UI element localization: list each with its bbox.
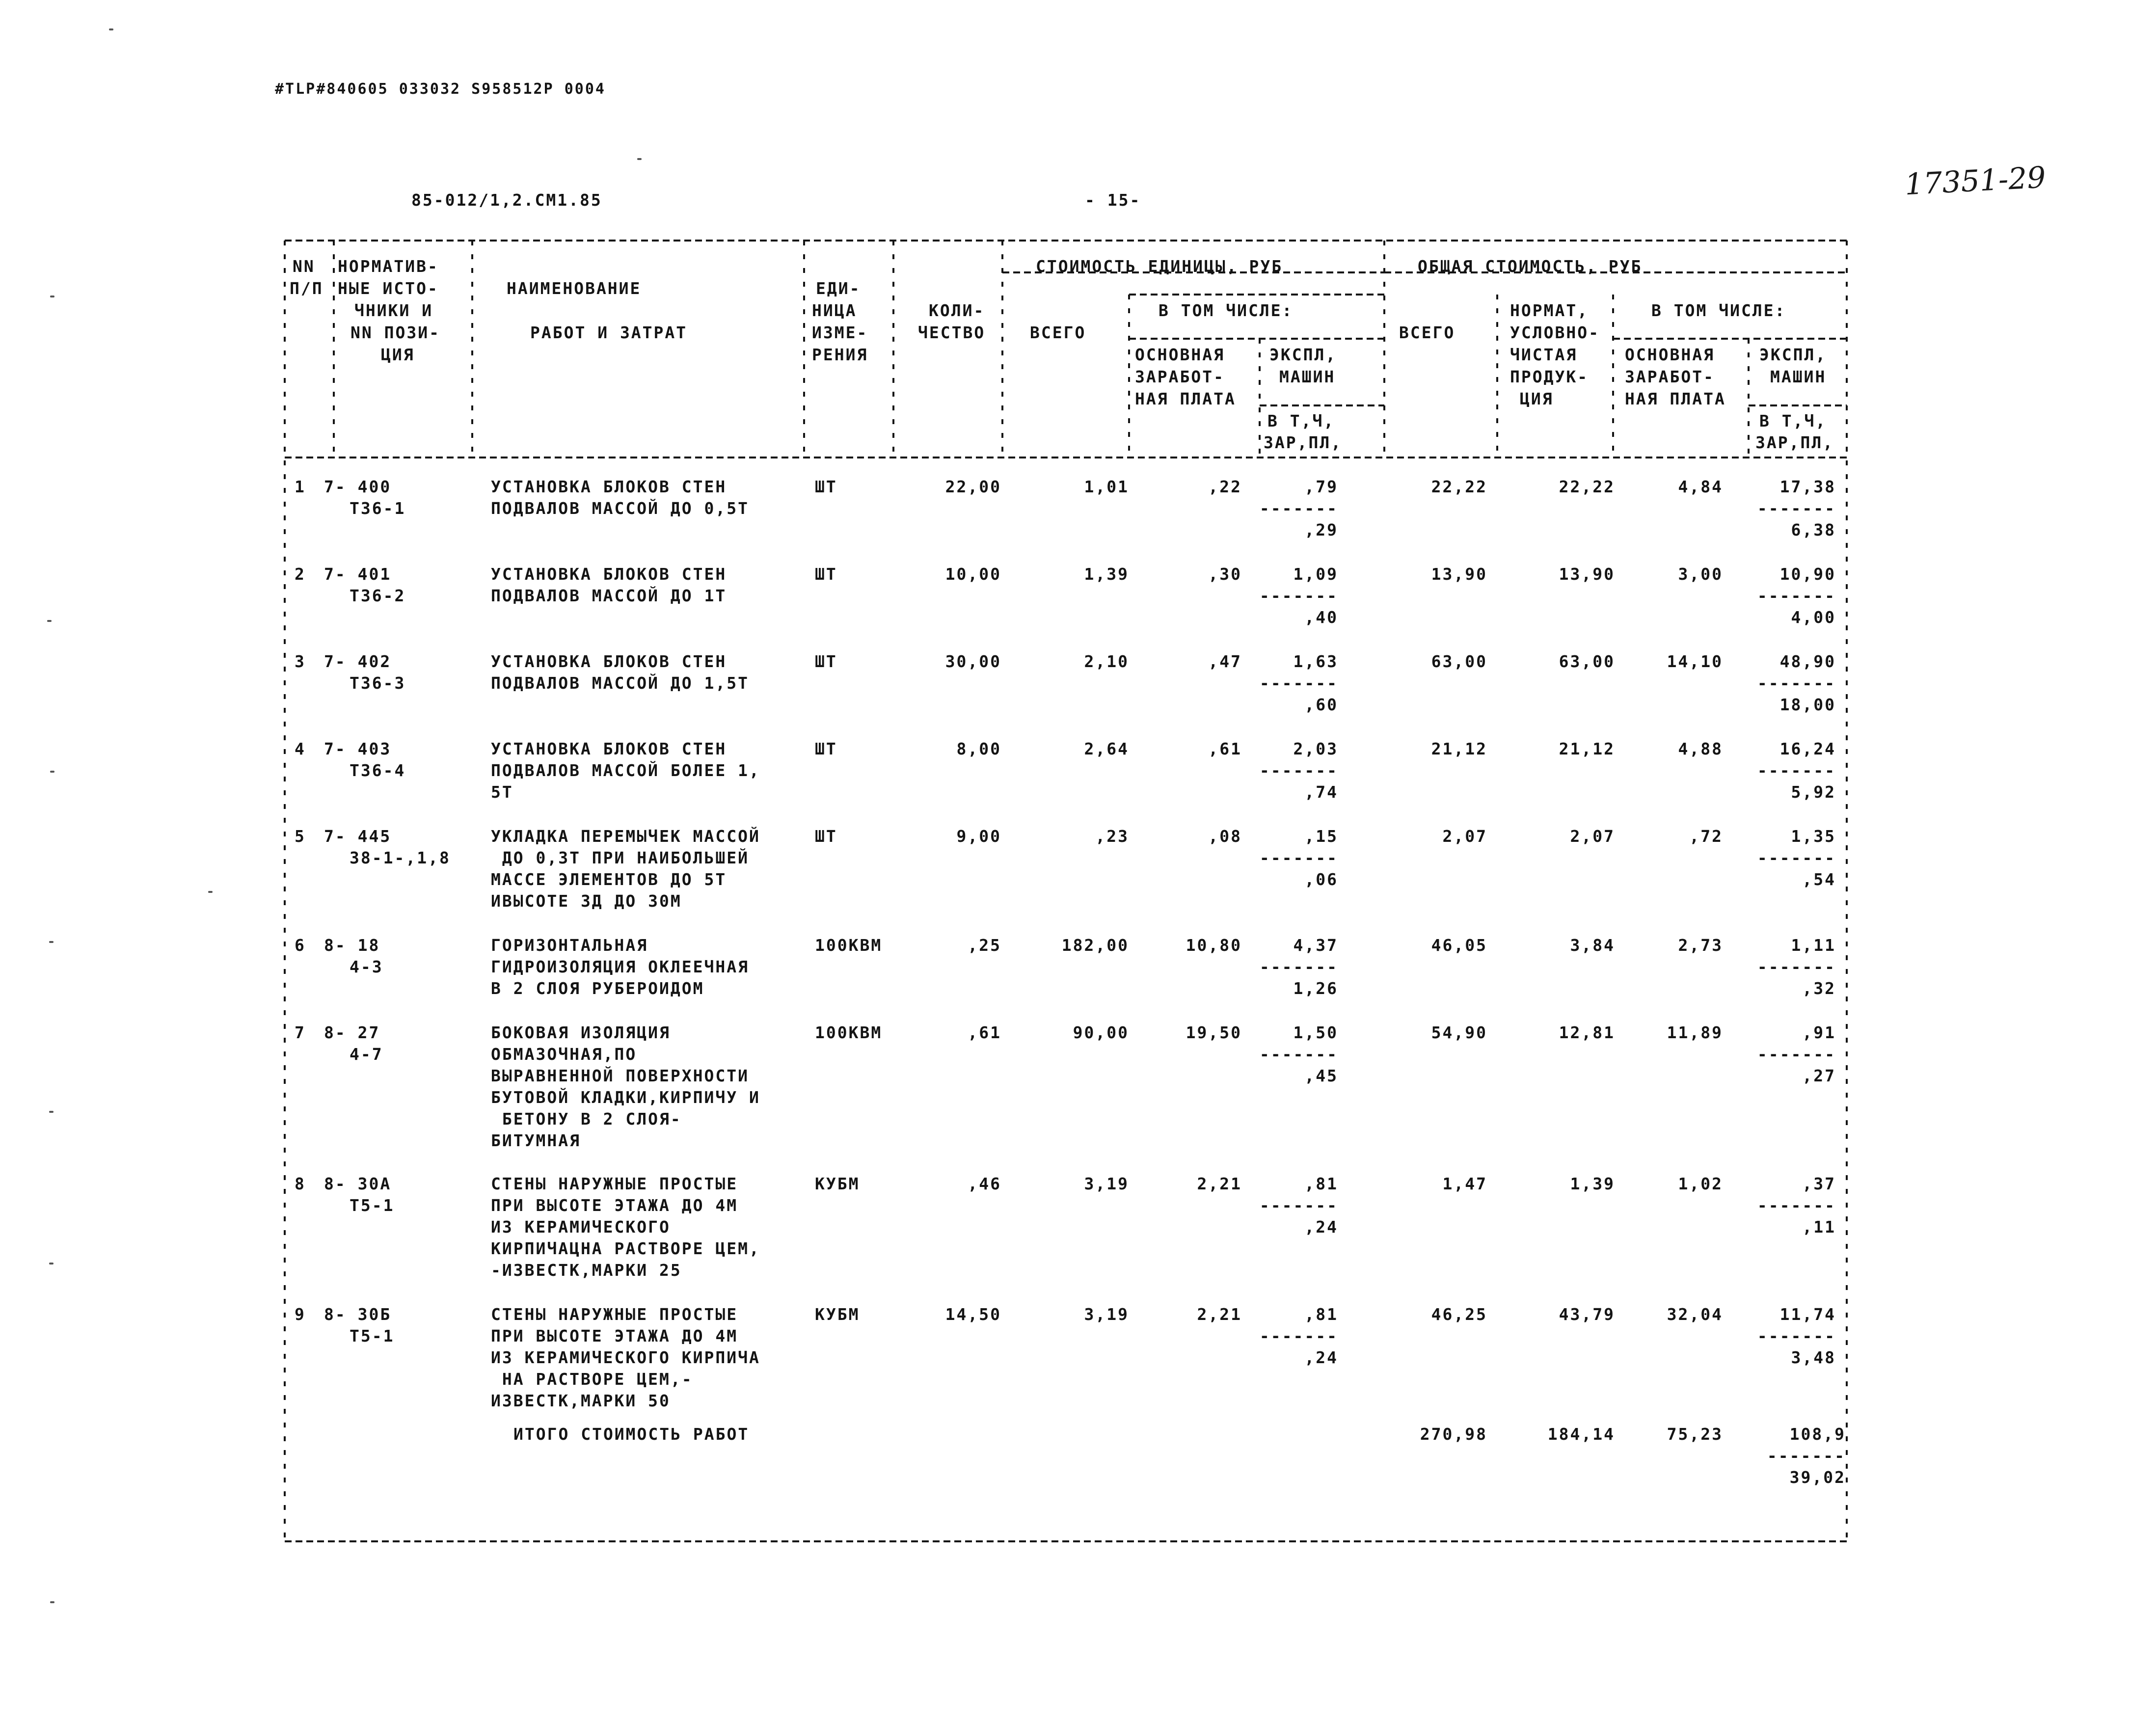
unit-machine-separator: -------	[1259, 1196, 1338, 1215]
header-total-including: В ТОМ ЧИСЛЕ:	[1651, 301, 1786, 320]
norm-code: 7- 400	[324, 477, 392, 496]
quantity: 9,00	[956, 827, 1001, 846]
unit-machine-separator: -------	[1259, 761, 1338, 780]
total-cost-total: 46,25	[1431, 1305, 1487, 1324]
work-name-line: ИВЫСОТЕ ЗД ДО 30М	[491, 891, 682, 911]
header-unit: НИЦА	[812, 301, 857, 320]
unit-cost-total: 3,19	[1084, 1174, 1129, 1193]
total-machine-separator: -------	[1757, 848, 1836, 867]
header-unit-wage: ОСНОВНАЯ	[1135, 345, 1225, 364]
unit-machine-separator: -------	[1259, 1326, 1338, 1345]
work-name-line: УСТАНОВКА БЛОКОВ СТЕН	[491, 565, 727, 584]
header-unit: ЕДИ-	[816, 279, 861, 298]
work-name-line: БЕТОНУ В 2 СЛОЯ-	[491, 1109, 682, 1129]
norm-subcode: Т36-3	[350, 673, 406, 693]
total-cost-machine-wage: 5,92	[1791, 782, 1836, 802]
unit-cost-machine-wage: ,06	[1304, 870, 1338, 889]
total-cost-wage: 32,04	[1667, 1305, 1723, 1324]
header-total-wage: ОСНОВНАЯ	[1625, 345, 1715, 364]
total-cost-wage: 3,00	[1678, 565, 1723, 584]
unit-cost-wage: ,30	[1208, 565, 1242, 584]
total-cost-total: 63,00	[1431, 652, 1487, 671]
unit-cost-machine: 1,50	[1293, 1023, 1338, 1042]
work-name-line: БУТОВОЙ КЛАДКИ,КИРПИЧУ И	[491, 1088, 760, 1107]
totals-separator: -------	[1767, 1446, 1846, 1465]
work-name-line: УСТАНОВКА БЛОКОВ СТЕН	[491, 739, 727, 758]
unit-of-measure: 100КВМ	[815, 1023, 883, 1042]
total-cost-wage: 11,89	[1667, 1023, 1723, 1042]
work-name-line: ИЗВЕСТК,МАРКИ 50	[491, 1391, 671, 1410]
header-unit-including: В ТОМ ЧИСЛЕ:	[1159, 301, 1294, 320]
total-cost-norm: 12,81	[1559, 1023, 1615, 1042]
unit-cost-wage: ,47	[1208, 652, 1242, 671]
unit-machine-separator: -------	[1259, 848, 1338, 867]
unit-cost-machine: ,81	[1304, 1305, 1338, 1324]
header-qty: КОЛИ-	[929, 301, 985, 320]
row-number: 2	[295, 565, 306, 584]
header-norm-source: ЧНИКИ И	[354, 301, 433, 320]
total-cost-machine: 1,11	[1791, 936, 1836, 955]
totals-norm: 184,14	[1547, 1425, 1615, 1444]
work-name-line: ИЗ КЕРАМИЧЕСКОГО	[491, 1217, 671, 1237]
unit-of-measure: ШТ	[815, 477, 837, 496]
unit-cost-wage: 10,80	[1186, 936, 1242, 955]
total-machine-separator: -------	[1757, 761, 1836, 780]
quantity: 30,00	[945, 652, 1001, 671]
norm-subcode: 4-3	[350, 957, 383, 976]
unit-cost-machine: 2,03	[1293, 739, 1338, 758]
totals-machine: 108,9	[1789, 1425, 1846, 1444]
header-unit-wage: ЗАРАБОТ-	[1135, 367, 1225, 386]
total-cost-norm: 2,07	[1570, 827, 1615, 846]
unit-machine-separator: -------	[1259, 1045, 1338, 1064]
unit-cost-wage: 19,50	[1186, 1023, 1242, 1042]
work-name-line: -ИЗВЕСТК,МАРКИ 25	[491, 1261, 682, 1280]
header-unit-total: ВСЕГО	[1030, 323, 1086, 342]
work-name-line: СТЕНЫ НАРУЖНЫЕ ПРОСТЫЕ	[491, 1174, 738, 1193]
unit-cost-machine: ,15	[1304, 827, 1338, 846]
work-name-line: КИРПИЧАЦНА РАСТВОРЕ ЦЕМ,	[491, 1239, 760, 1258]
unit-cost-machine: ,81	[1304, 1174, 1338, 1193]
unit-cost-machine: 1,09	[1293, 565, 1338, 584]
unit-cost-total: 1,01	[1084, 477, 1129, 496]
row-number: 8	[295, 1174, 306, 1193]
unit-cost-wage: 2,21	[1197, 1174, 1242, 1193]
total-cost-norm: 22,22	[1559, 477, 1615, 496]
norm-code: 7- 445	[324, 827, 392, 846]
norm-code: 8- 30А	[324, 1174, 392, 1193]
work-name-line: МАССЕ ЭЛЕМЕНТОВ ДО 5Т	[491, 870, 727, 889]
page-number: - 15-	[1085, 190, 1141, 210]
header-total-norm: ЦИЯ	[1520, 389, 1554, 408]
norm-subcode: Т36-4	[350, 761, 406, 780]
unit-cost-machine-wage: ,60	[1304, 695, 1338, 714]
total-cost-norm: 13,90	[1559, 565, 1615, 584]
unit-cost-total: 1,39	[1084, 565, 1129, 584]
work-name-line: БОКОВАЯ ИЗОЛЯЦИЯ	[491, 1023, 671, 1042]
unit-cost-machine-wage: ,24	[1304, 1217, 1338, 1237]
work-name-line: СТЕНЫ НАРУЖНЫЕ ПРОСТЫЕ	[491, 1305, 738, 1324]
unit-machine-separator: -------	[1259, 499, 1338, 518]
header-nn: NN	[293, 257, 315, 276]
unit-machine-separator: -------	[1259, 673, 1338, 693]
work-name-line: БИТУМНАЯ	[491, 1131, 581, 1150]
total-cost-machine-wage: 6,38	[1791, 520, 1836, 539]
unit-cost-machine-wage: 1,26	[1293, 979, 1338, 998]
total-cost-wage: 1,02	[1678, 1174, 1723, 1193]
work-name-line: ПРИ ВЫСОТЕ ЭТАЖА ДО 4М	[491, 1196, 738, 1215]
total-cost-machine: 11,74	[1779, 1305, 1836, 1324]
header-unit-machine-wage: В Т,Ч,	[1267, 411, 1335, 430]
quantity: 10,00	[945, 565, 1001, 584]
unit-cost-machine-wage: ,29	[1304, 520, 1338, 539]
header-total-machine: МАШИН	[1770, 367, 1827, 386]
quantity: 8,00	[956, 739, 1001, 758]
work-name-line: 5Т	[491, 782, 513, 802]
unit-cost-machine-wage: ,45	[1304, 1066, 1338, 1085]
total-machine-separator: -------	[1757, 499, 1836, 518]
quantity: 14,50	[945, 1305, 1001, 1324]
header-norm-source: НЫЕ ИСТО-	[338, 279, 439, 298]
header-total-total: ВСЕГО	[1399, 323, 1455, 342]
header-total-wage: НАЯ ПЛАТА	[1625, 389, 1726, 408]
work-name-line: В 2 СЛОЯ РУБЕРОИДОМ	[491, 979, 704, 998]
totals-label: ИТОГО СТОИМОСТЬ РАБОТ	[513, 1425, 750, 1444]
work-name-line: ПОДВАЛОВ МАССОЙ БОЛЕЕ 1,	[491, 761, 760, 780]
unit-cost-wage: ,22	[1208, 477, 1242, 496]
header-norm-source: НОРМАТИВ-	[338, 257, 439, 276]
unit-cost-machine: 4,37	[1293, 936, 1338, 955]
quantity: 22,00	[945, 477, 1001, 496]
total-cost-norm: 63,00	[1559, 652, 1615, 671]
work-name-line: УСТАНОВКА БЛОКОВ СТЕН	[491, 652, 727, 671]
row-number: 9	[295, 1305, 306, 1324]
quantity: ,61	[968, 1023, 1001, 1042]
total-cost-machine: 1,35	[1791, 827, 1836, 846]
total-machine-separator: -------	[1757, 957, 1836, 976]
norm-code: 7- 401	[324, 565, 392, 584]
unit-cost-machine-wage: ,24	[1304, 1348, 1338, 1367]
total-cost-total: 54,90	[1431, 1023, 1487, 1042]
row-number: 6	[295, 936, 306, 955]
header-total-norm: ЧИСТАЯ	[1510, 345, 1578, 364]
header-nn: П/П	[290, 279, 323, 298]
total-cost-machine: 16,24	[1779, 739, 1836, 758]
work-name-line: ДО 0,3Т ПРИ НАИБОЛЬШЕЙ	[491, 848, 749, 867]
total-cost-machine-wage: ,54	[1802, 870, 1836, 889]
print-code-line: #TLP#840605 033032 S958512P 0004	[275, 81, 606, 98]
norm-subcode: 4-7	[350, 1045, 383, 1064]
total-cost-machine: 17,38	[1779, 477, 1836, 496]
unit-cost-total: 2,64	[1084, 739, 1129, 758]
header-name: РАБОТ И ЗАТРАТ	[530, 323, 688, 342]
total-cost-total: 2,07	[1442, 827, 1487, 846]
unit-cost-wage: 2,21	[1197, 1305, 1242, 1324]
header-unit-cost-group: СТОИМОСТЬ ЕДИНИЦЫ, РУБ	[1036, 257, 1283, 276]
unit-cost-wage: ,08	[1208, 827, 1242, 846]
total-cost-total: 13,90	[1431, 565, 1487, 584]
total-cost-machine-wage: ,32	[1802, 979, 1836, 998]
norm-subcode: Т36-1	[350, 499, 406, 518]
unit-machine-separator: -------	[1259, 586, 1338, 605]
work-name-line: УСТАНОВКА БЛОКОВ СТЕН	[491, 477, 727, 496]
header-unit-machine-wage: ЗАР,ПЛ,	[1264, 433, 1343, 452]
unit-of-measure: ШТ	[815, 739, 837, 758]
norm-code: 7- 402	[324, 652, 392, 671]
unit-cost-total: ,23	[1095, 827, 1129, 846]
total-cost-wage: 4,84	[1678, 477, 1723, 496]
norm-code: 8- 30Б	[324, 1305, 392, 1324]
unit-of-measure: 100КВМ	[815, 936, 883, 955]
work-name-line: ГОРИЗОНТАЛЬНАЯ	[491, 936, 648, 955]
total-cost-norm: 21,12	[1559, 739, 1615, 758]
header-total-norm: НОРМАТ,	[1510, 301, 1589, 320]
norm-code: 7- 403	[324, 739, 392, 758]
row-number: 3	[295, 652, 306, 671]
total-cost-machine-wage: ,27	[1802, 1066, 1836, 1085]
norm-subcode: Т5-1	[350, 1196, 395, 1215]
unit-cost-wage: ,61	[1208, 739, 1242, 758]
total-cost-total: 21,12	[1431, 739, 1487, 758]
work-name-line: ИЗ КЕРАМИЧЕСКОГО КИРПИЧА	[491, 1348, 760, 1367]
header-unit-wage: НАЯ ПЛАТА	[1135, 389, 1236, 408]
total-cost-machine: ,91	[1802, 1023, 1836, 1042]
norm-code: 8- 18	[324, 936, 380, 955]
norm-subcode: 38-1-,1,8	[350, 848, 451, 867]
unit-machine-separator: -------	[1259, 957, 1338, 976]
unit-cost-machine: 1,63	[1293, 652, 1338, 671]
header-unit-machine: ЭКСПЛ,	[1269, 345, 1337, 364]
header-total-norm: ПРОДУК-	[1510, 367, 1589, 386]
norm-code: 8- 27	[324, 1023, 380, 1042]
row-number: 7	[295, 1023, 306, 1042]
header-unit: РЕНИЯ	[812, 345, 868, 364]
totals-machine-wage: 39,02	[1789, 1468, 1846, 1487]
header-unit-machine: МАШИН	[1279, 367, 1336, 386]
quantity: ,25	[968, 936, 1001, 955]
unit-cost-total: 3,19	[1084, 1305, 1129, 1324]
totals-total: 270,98	[1420, 1425, 1487, 1444]
totals-wage: 75,23	[1667, 1425, 1723, 1444]
unit-cost-machine-wage: ,74	[1304, 782, 1338, 802]
header-name: НАИМЕНОВАНИЕ	[507, 279, 642, 298]
total-cost-wage: 14,10	[1667, 652, 1723, 671]
total-cost-norm: 1,39	[1570, 1174, 1615, 1193]
unit-of-measure: ШТ	[815, 565, 837, 584]
unit-cost-total: 90,00	[1073, 1023, 1129, 1042]
total-cost-machine-wage: 18,00	[1779, 695, 1836, 714]
header-total-wage: ЗАРАБОТ-	[1625, 367, 1715, 386]
total-cost-machine: 10,90	[1779, 565, 1836, 584]
total-cost-wage: 2,73	[1678, 936, 1723, 955]
row-number: 5	[295, 827, 306, 846]
work-name-line: УКЛАДКА ПЕРЕМЫЧЕК МАССОЙ	[491, 827, 760, 846]
total-cost-machine-wage: 4,00	[1791, 608, 1836, 627]
row-number: 1	[295, 477, 306, 496]
row-number: 4	[295, 739, 306, 758]
header-norm-source: NN ПОЗИ-	[350, 323, 440, 342]
norm-subcode: Т36-2	[350, 586, 406, 605]
header-total-cost-group: ОБЩАЯ СТОИМОСТЬ, РУБ	[1418, 257, 1643, 276]
total-machine-separator: -------	[1757, 586, 1836, 605]
unit-cost-total: 182,00	[1061, 936, 1129, 955]
total-cost-norm: 43,79	[1559, 1305, 1615, 1324]
header-total-machine-wage: ЗАР,ПЛ,	[1755, 433, 1834, 452]
unit-of-measure: КУБМ	[815, 1305, 860, 1324]
unit-of-measure: КУБМ	[815, 1174, 860, 1193]
unit-cost-machine: ,79	[1304, 477, 1338, 496]
norm-subcode: Т5-1	[350, 1326, 395, 1345]
work-name-line: ВЫРАВНЕННОЙ ПОВЕРХНОСТИ	[491, 1066, 749, 1085]
total-machine-separator: -------	[1757, 1326, 1836, 1345]
total-cost-wage: ,72	[1689, 827, 1723, 846]
total-cost-total: 1,47	[1442, 1174, 1487, 1193]
work-name-line: ПОДВАЛОВ МАССОЙ ДО 0,5Т	[491, 499, 749, 518]
work-name-line: ПОДВАЛОВ МАССОЙ ДО 1Т	[491, 586, 727, 605]
header-norm-source: ЦИЯ	[381, 345, 415, 364]
total-cost-total: 22,22	[1431, 477, 1487, 496]
work-name-line: НА РАСТВОРЕ ЦЕМ,-	[491, 1370, 693, 1389]
handwritten-archive-number: 17351-29	[1904, 160, 2047, 202]
work-name-line: ОБМАЗОЧНАЯ,ПО	[491, 1045, 637, 1064]
unit-of-measure: ШТ	[815, 827, 837, 846]
total-machine-separator: -------	[1757, 1045, 1836, 1064]
header-qty: ЧЕСТВО	[918, 323, 986, 342]
total-cost-machine-wage: ,11	[1802, 1217, 1836, 1237]
unit-cost-machine-wage: ,40	[1304, 608, 1338, 627]
total-cost-machine-wage: 3,48	[1791, 1348, 1836, 1367]
total-cost-total: 46,05	[1431, 936, 1487, 955]
unit-of-measure: ШТ	[815, 652, 837, 671]
unit-cost-total: 2,10	[1084, 652, 1129, 671]
work-name-line: ГИДРОИЗОЛЯЦИЯ ОКЛЕЕЧНАЯ	[491, 957, 749, 976]
header-unit: ИЗМЕ-	[812, 323, 868, 342]
quantity: ,46	[968, 1174, 1001, 1193]
document-reference: 85-012/1,2.CM1.85	[411, 190, 602, 210]
header-total-machine: ЭКСПЛ,	[1759, 345, 1827, 364]
total-cost-machine: ,37	[1802, 1174, 1836, 1193]
work-name-line: ПОДВАЛОВ МАССОЙ ДО 1,5Т	[491, 673, 749, 693]
work-name-line: ПРИ ВЫСОТЕ ЭТАЖА ДО 4М	[491, 1326, 738, 1345]
total-machine-separator: -------	[1757, 673, 1836, 693]
total-cost-machine: 48,90	[1779, 652, 1836, 671]
header-total-norm: УСЛОВНО-	[1510, 323, 1600, 342]
total-cost-wage: 4,88	[1678, 739, 1723, 758]
total-machine-separator: -------	[1757, 1196, 1836, 1215]
total-cost-norm: 3,84	[1570, 936, 1615, 955]
header-total-machine-wage: В Т,Ч,	[1759, 411, 1827, 430]
